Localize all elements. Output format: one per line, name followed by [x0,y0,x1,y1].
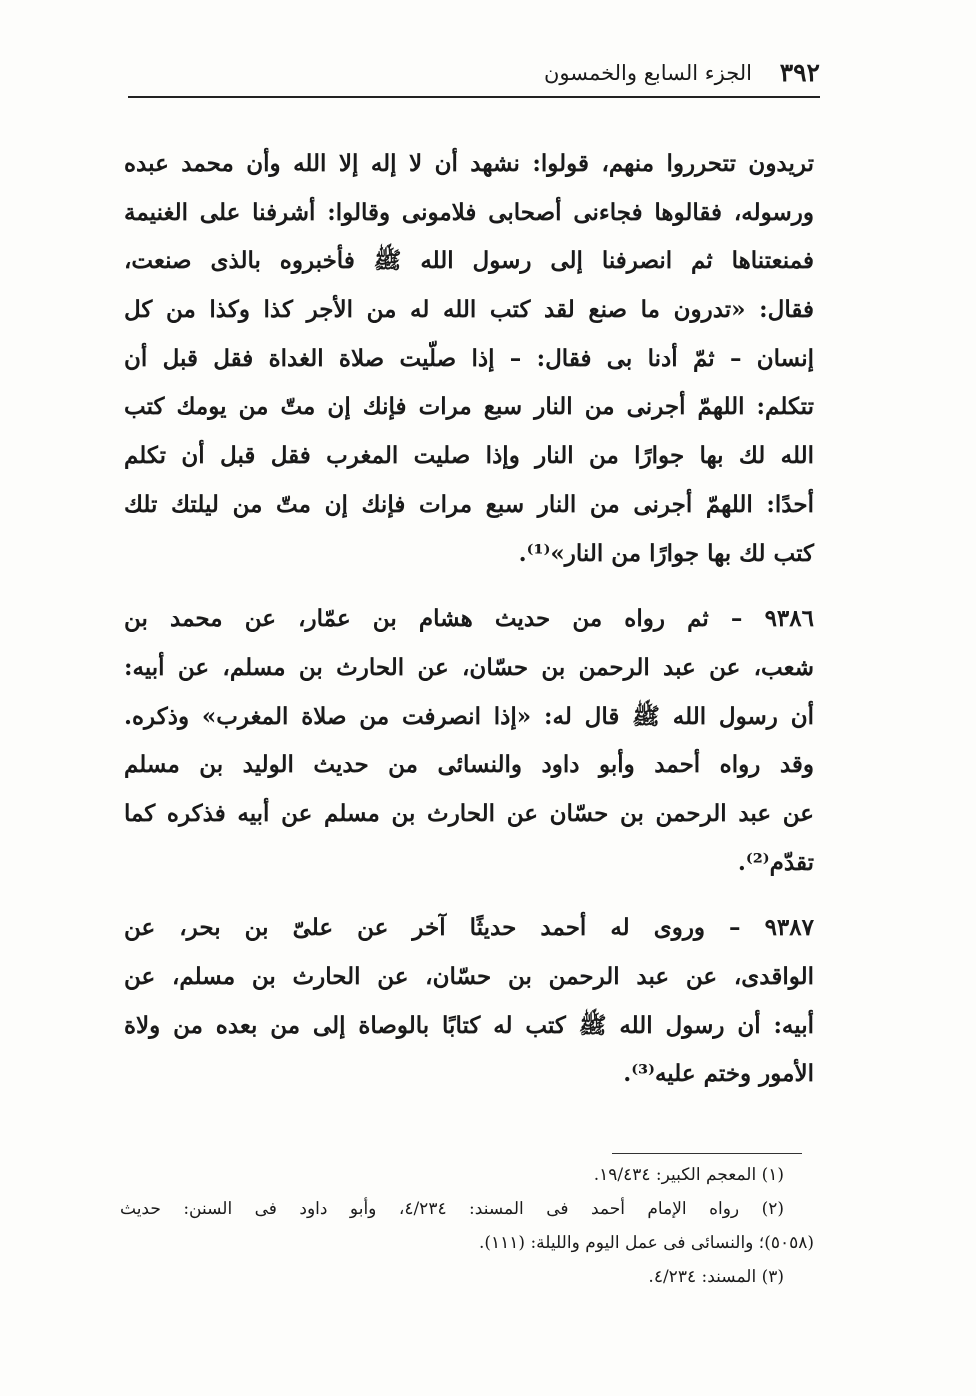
part-title: الجزء السابع والخمسون [543,61,752,85]
text-line: وقد رواه أحمد وأبو داود والنسائى من حديث الوليد بن مسلم [124,751,814,779]
paragraph-hadith-continuation [124,140,814,578]
text-line: تتكلم: اللهمّ أجرنى من النار سبع مرات فإنك إن متّ من يومك كتب [124,393,814,421]
text-line: إنسان – ثمّ أدنا بى فقال: – إذا صلّيت صلاة الغداة فقل قبل أن [124,344,814,372]
running-header [128,56,820,96]
text-line: فقال: «تدرون ما صنع لقد كتب الله له من الأجر كذا وكذا من كل [124,296,814,324]
text-line: أحدًا: اللهمّ أجرنى من النار سبع مرات فإنك إن متّ من ليلتك تلك [124,490,814,518]
text-line: الواقدى، عن عبد الرحمن بن حسّان، عن الحارث بن مسلم، عن [124,963,814,990]
text-line: الأمور وختم عليه⁽³⁾. [623,1060,814,1088]
header-rule [128,96,820,98]
paragraph-hadith-9387 [124,904,814,1099]
footnote-1: (١) المعجم الكبير: ١٩/٤٣٤. [593,1165,784,1185]
text-line: عن عبد الرحمن بن حسّان عن الحارث بن مسلم عن أبيه فذكره كما [124,799,814,827]
text-line: شعب، عن عبد الرحمن بن حسّان، عن الحارث بن مسلم، عن أبيه: [124,653,814,681]
text-line: أن رسول الله ﷺ قال له: «إذا انصرفت من صلاة المغرب» وذكره. [124,702,814,730]
footnote-3: (٣) المسند: ٤/٢٣٤. [648,1267,784,1287]
text-line: ورسوله، فقالوها فجاءنى أصحابى فلامونى وقالوا: أشرفنا على الغنيمة [124,198,814,226]
text-line: تقدّم⁽²⁾. [737,848,814,876]
footnotes [120,1158,814,1294]
text-line: كتب لك بها جوارًا من النار»⁽¹⁾. [518,539,814,567]
text-line: ٩٣٨٦ – ثم رواه من حديث هشام بن عمّار، عن محمد بن [124,605,814,633]
text-line: الله لك بها جوارًا من النار وإذا صليت المغرب فقل قبل أن تكلم [124,442,814,470]
footnote-separator [612,1153,802,1154]
paragraph-hadith-9386 [124,595,814,887]
footnote-2-continued: (٥٠٥٨)؛ والنسائى فى عمل اليوم والليلة: (١١١). [478,1233,814,1253]
main-text [124,140,814,1099]
text-line: أبيه: أن رسول الله ﷺ كتب له كتابًا بالوصاة إلى من بعده من ولاة [124,1011,814,1039]
paragraph-gap [124,887,814,904]
page-number: ٣٩٢ [779,58,820,87]
paragraph-gap [124,578,814,595]
footnote-2: (٢) رواه الإمام أحمد فى المسند: ٤/٢٣٤، وأبو داود فى السنن: حديث [120,1199,784,1219]
text-line: فمنعتناها ثم انصرفنا إلى رسول الله ﷺ فأخبروه بالذى صنعت، [124,247,814,275]
text-line: ٩٣٨٧ – وروى له أحمد حديثًا آخر عن علىّ بن بحر، عن [124,914,814,942]
text-line: تريدون تتحرروا منهم، قولوا: نشهد أن لا إله إلا الله وأن محمد عبده [124,150,814,177]
